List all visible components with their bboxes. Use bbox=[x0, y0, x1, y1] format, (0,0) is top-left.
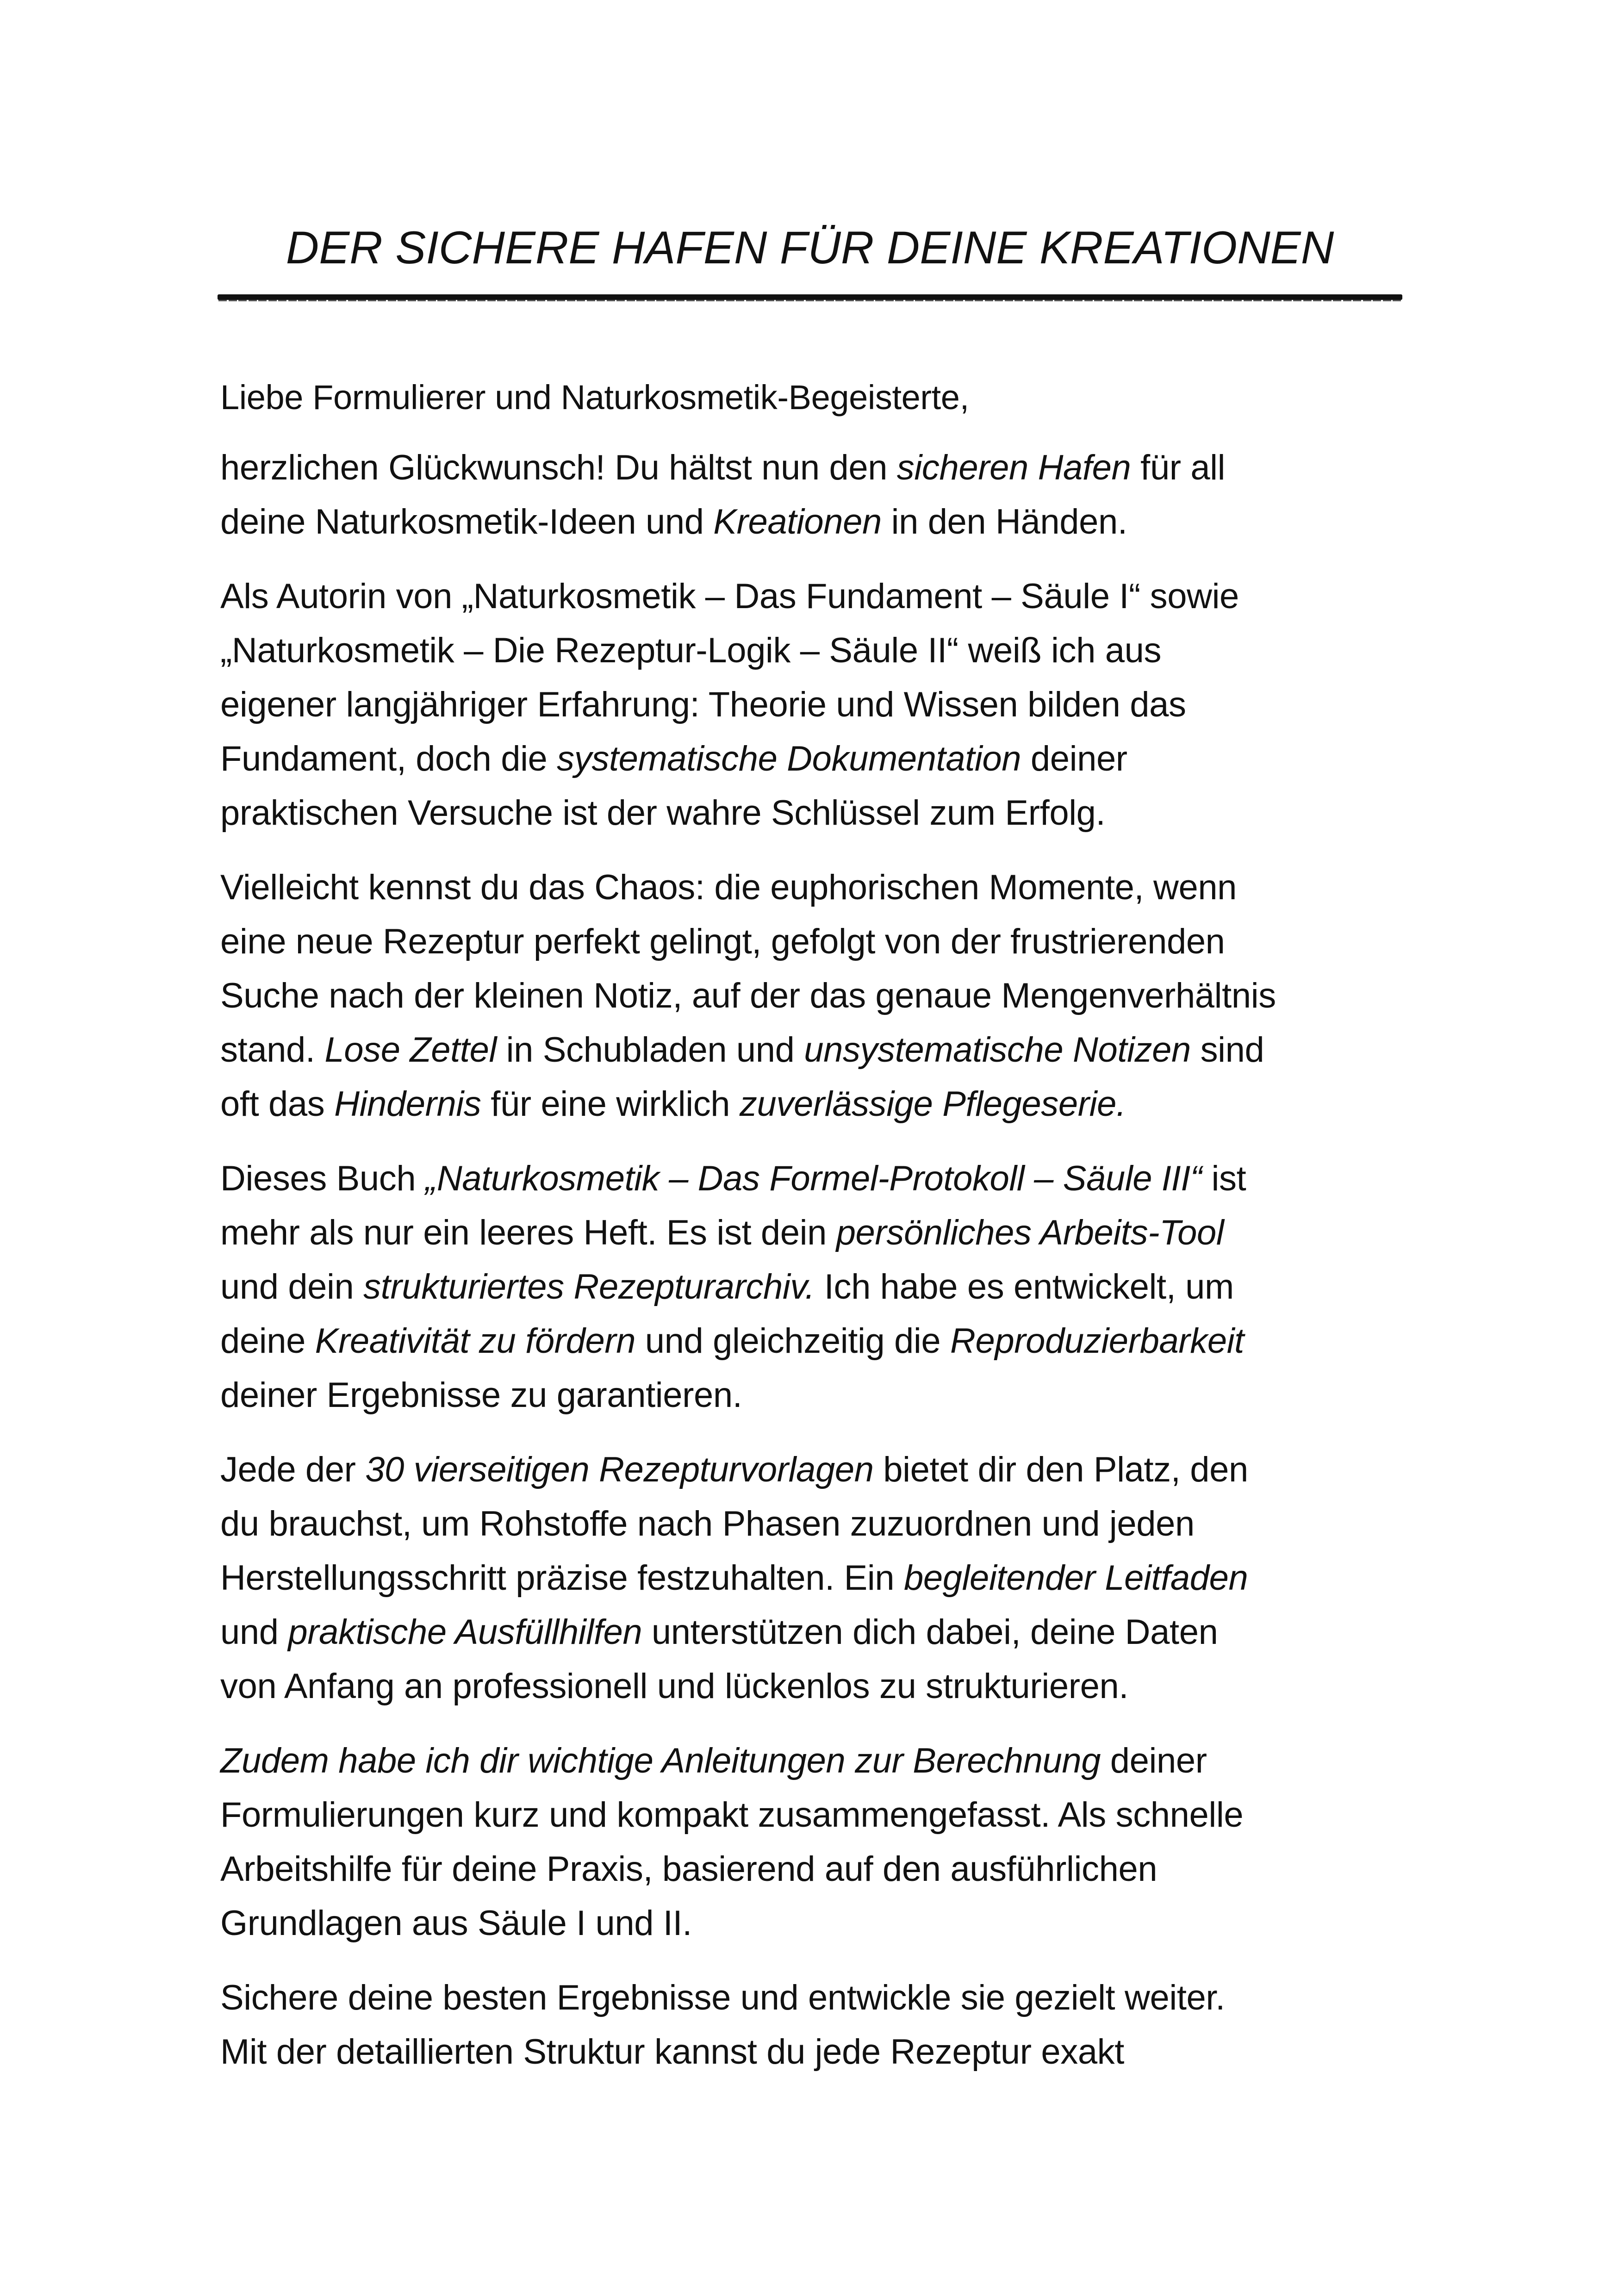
text-segment: oft das bbox=[220, 1084, 335, 1124]
text-segment: von Anfang an professionell und lückenlos zu strukturieren. bbox=[220, 1667, 1129, 1706]
text-line bbox=[220, 860, 1424, 915]
emphasis-text: Reproduzierbarkeit bbox=[950, 1321, 1244, 1361]
paragraph-list bbox=[220, 441, 1424, 2079]
text-segment: du brauchst, um Rohstoffe nach Phasen zuzuordnen und jeden bbox=[220, 1504, 1195, 1543]
text-line bbox=[220, 1497, 1424, 1551]
paragraph bbox=[220, 1971, 1424, 2079]
emphasis-text: praktische Ausfüllhilfen bbox=[288, 1612, 642, 1652]
emphasis-text: sicheren Hafen bbox=[896, 448, 1131, 487]
emphasis-text: begleitender Leitfaden bbox=[903, 1558, 1248, 1598]
text-segment: Jede der bbox=[220, 1450, 366, 1489]
text-line bbox=[220, 969, 1424, 1023]
text-segment: Arbeitshilfe für deine Praxis, basierend auf den ausführlichen bbox=[220, 1849, 1157, 1889]
body-text bbox=[220, 370, 1424, 2099]
text-segment: stand. bbox=[220, 1030, 325, 1070]
paragraph bbox=[220, 1443, 1424, 1713]
text-line bbox=[220, 1659, 1424, 1713]
text-segment: Ich habe es entwickelt, um bbox=[815, 1267, 1234, 1307]
text-line bbox=[220, 623, 1424, 678]
text-line bbox=[220, 1443, 1424, 1497]
text-line bbox=[220, 1896, 1424, 1950]
text-line bbox=[220, 786, 1424, 840]
text-line bbox=[220, 569, 1424, 623]
emphasis-text: Zudem habe ich dir wichtige Anleitungen zur Berechnung bbox=[220, 1741, 1101, 1780]
text-segment: „Naturkosmetik – Die Rezeptur-Logik – Säule II“ weiß ich aus bbox=[220, 631, 1162, 670]
text-segment: in den Händen. bbox=[881, 502, 1127, 541]
text-line bbox=[220, 1971, 1424, 2025]
text-line bbox=[220, 732, 1424, 786]
salutation: Liebe Formulierer und Naturkosmetik-Begeisterte, bbox=[220, 378, 969, 417]
paragraph bbox=[220, 1151, 1424, 1422]
text-segment: eigener langjähriger Erfahrung: Theorie und Wissen bilden das bbox=[220, 685, 1186, 724]
text-segment: eine neue Rezeptur perfekt gelingt, gefolgt von der frustrierenden bbox=[220, 922, 1225, 961]
page-title: DER SICHERE HAFEN FÜR DEINE KREATIONEN bbox=[286, 222, 1334, 273]
text-line bbox=[220, 495, 1424, 549]
text-line bbox=[220, 915, 1424, 969]
text-segment: Herstellungsschritt präzise festzuhalten. Ein bbox=[220, 1558, 904, 1598]
text-segment: unterstützen dich dabei, deine Daten bbox=[642, 1612, 1218, 1652]
paragraph bbox=[220, 860, 1424, 1131]
text-line bbox=[220, 2025, 1424, 2079]
text-segment: und bbox=[220, 1612, 288, 1652]
text-segment: Dieses Buch bbox=[220, 1159, 425, 1198]
text-segment: und gleichzeitig die bbox=[635, 1321, 950, 1361]
text-line bbox=[220, 1842, 1424, 1896]
text-segment: Als Autorin von „Naturkosmetik – Das Fundament – Säule I“ sowie bbox=[220, 577, 1239, 616]
text-line bbox=[220, 1077, 1424, 1131]
text-segment: Sichere deine besten Ergebnisse und entwickle sie gezielt weiter. bbox=[220, 1978, 1225, 2017]
text-line bbox=[220, 1734, 1424, 1788]
emphasis-text: unsystematische Notizen bbox=[804, 1030, 1191, 1070]
text-segment: für all bbox=[1131, 448, 1226, 487]
text-segment: herzlichen Glückwunsch! Du hältst nun den bbox=[220, 448, 897, 487]
text-line bbox=[220, 1206, 1424, 1260]
text-segment: ist bbox=[1201, 1159, 1246, 1198]
text-segment: Grundlagen aus Säule I und II. bbox=[220, 1904, 692, 1943]
text-segment: mehr als nur ein leeres Heft. Es ist dein bbox=[220, 1213, 836, 1252]
emphasis-text: Hindernis bbox=[334, 1084, 481, 1124]
emphasis-text: „Naturkosmetik – Das Formel-Protokoll – Säule III“ bbox=[425, 1159, 1202, 1198]
text-segment: in Schubladen und bbox=[496, 1030, 804, 1070]
emphasis-text: systematische Dokumentation bbox=[557, 739, 1021, 778]
emphasis-text: Kreativität zu fördern bbox=[315, 1321, 636, 1361]
paragraph bbox=[220, 441, 1424, 549]
text-line bbox=[220, 1023, 1424, 1077]
text-line bbox=[220, 1151, 1424, 1206]
paragraph bbox=[220, 1734, 1424, 1950]
text-segment: Mit der detaillierten Struktur kannst du jede Rezeptur exakt bbox=[220, 2032, 1125, 2072]
emphasis-text: zuverlässige Pflegeserie. bbox=[739, 1084, 1126, 1124]
text-line bbox=[220, 441, 1424, 495]
emphasis-text: Lose Zettel bbox=[324, 1030, 497, 1070]
emphasis-text: strukturiertes Rezepturarchiv. bbox=[363, 1267, 815, 1307]
text-segment: deine bbox=[220, 1321, 315, 1361]
emphasis-text: Kreationen bbox=[713, 502, 882, 541]
text-segment: deine Naturkosmetik-Ideen und bbox=[220, 502, 714, 541]
text-segment: sind bbox=[1190, 1030, 1264, 1070]
text-segment: praktischen Versuche ist der wahre Schlüssel zum Erfolg. bbox=[220, 793, 1106, 833]
text-segment: Vielleicht kennst du das Chaos: die euphorischen Momente, wenn bbox=[220, 868, 1237, 907]
text-line bbox=[220, 1260, 1424, 1314]
text-segment: Fundament, doch die bbox=[220, 739, 557, 778]
title-underline-texture bbox=[218, 299, 1401, 301]
paragraph bbox=[220, 569, 1424, 840]
text-segment: Formulierungen kurz und kompakt zusammengefasst. Als schnelle bbox=[220, 1795, 1244, 1835]
text-line bbox=[220, 1605, 1424, 1659]
text-segment: Suche nach der kleinen Notiz, auf der das genaue Mengenverhältnis bbox=[220, 976, 1276, 1015]
text-segment: deiner bbox=[1101, 1741, 1207, 1780]
text-line bbox=[220, 678, 1424, 732]
emphasis-text: persönliches Arbeits-Tool bbox=[836, 1213, 1224, 1252]
text-line bbox=[220, 1551, 1424, 1605]
text-line bbox=[220, 1368, 1424, 1422]
text-segment: für eine wirklich bbox=[481, 1084, 740, 1124]
text-segment: bietet dir den Platz, den bbox=[873, 1450, 1248, 1489]
text-segment: deiner Ergebnisse zu garantieren. bbox=[220, 1375, 742, 1415]
text-segment: deiner bbox=[1021, 739, 1127, 778]
emphasis-text: 30 vierseitigen Rezepturvorlagen bbox=[365, 1450, 874, 1489]
text-segment: und dein bbox=[220, 1267, 364, 1307]
text-line bbox=[220, 1314, 1424, 1368]
text-line bbox=[220, 1788, 1424, 1842]
